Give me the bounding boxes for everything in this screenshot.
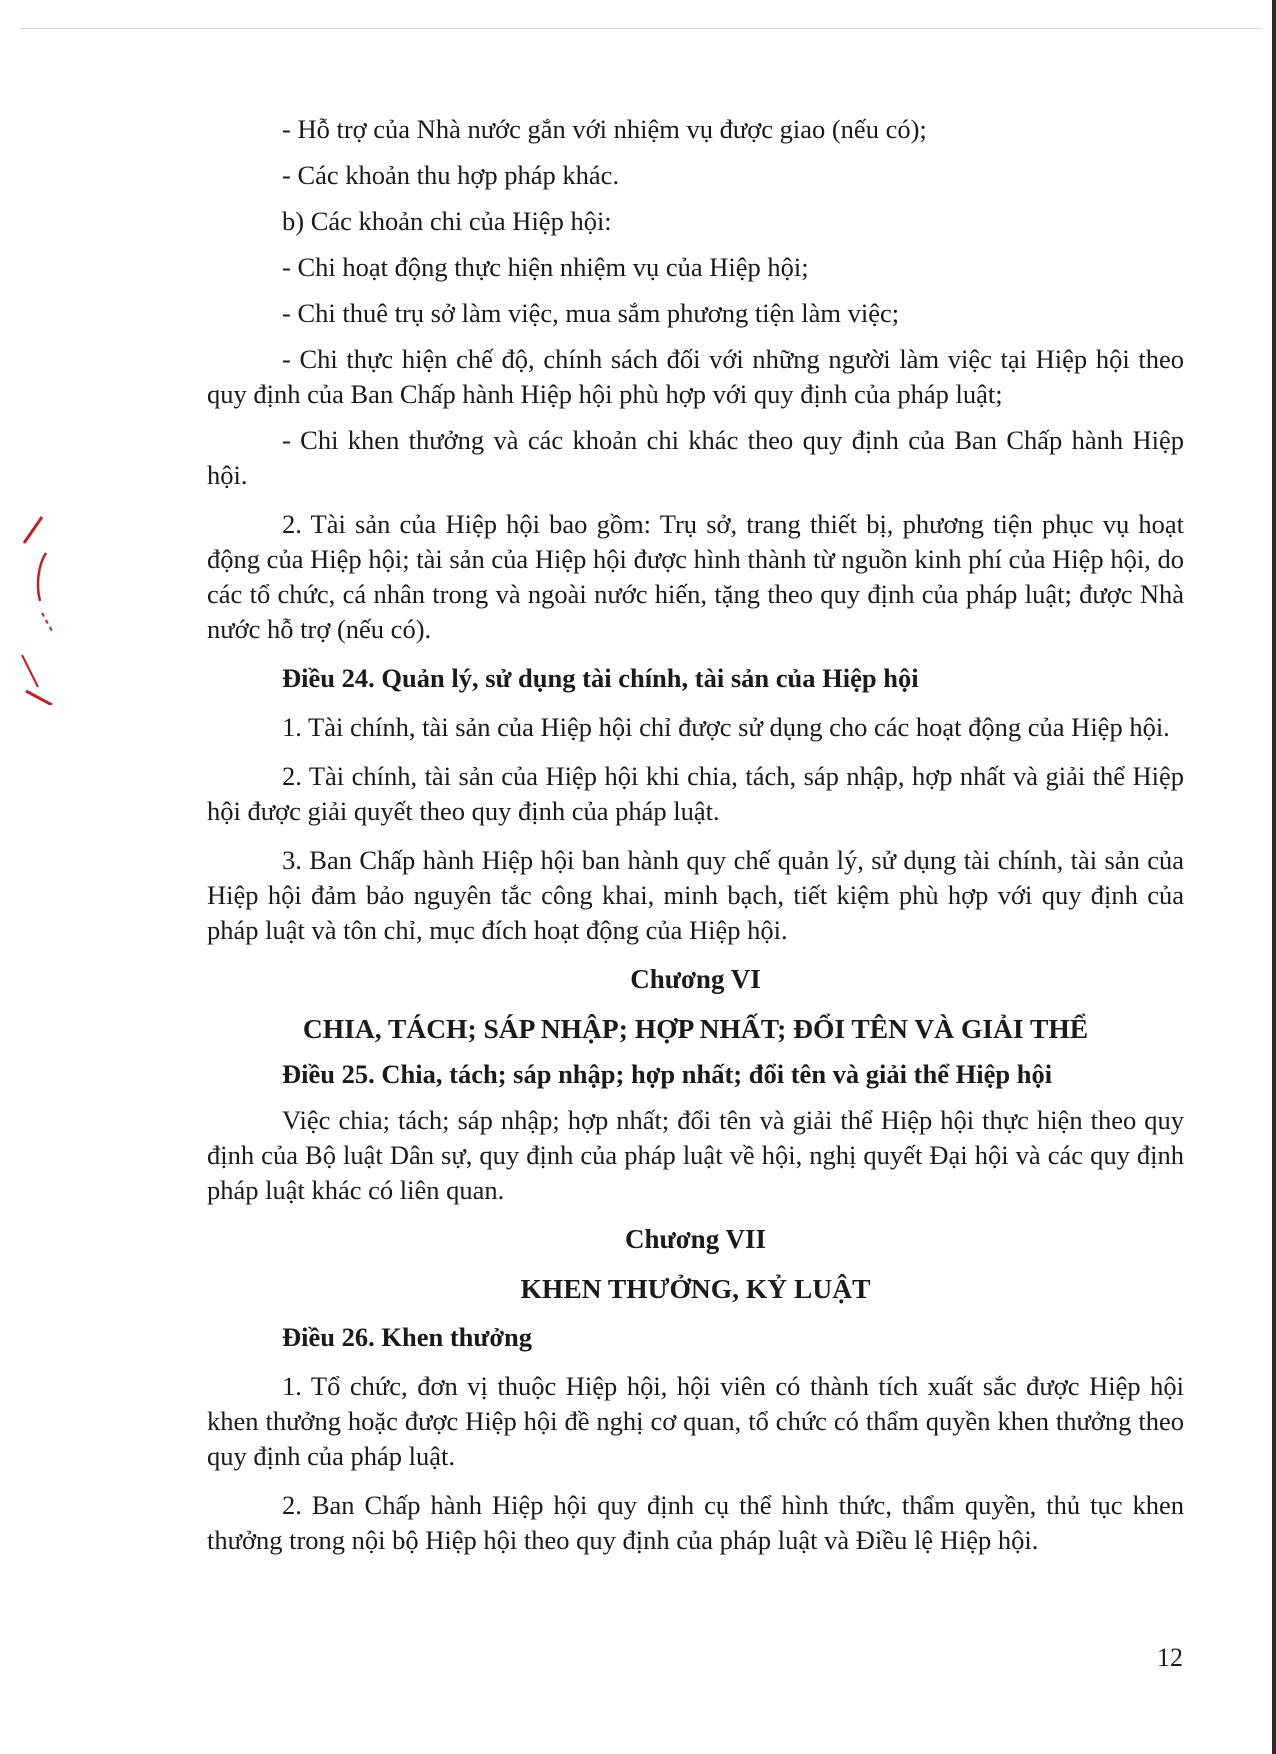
chapter-6-label: Chương VI bbox=[630, 964, 761, 994]
expense-item-rewards: - Chi khen thưởng và các khoản chi khác theo quy định của Ban Chấp hành Hiệp hội. bbox=[207, 425, 1184, 490]
article-24-clause-2: 2. Tài chính, tài sản của Hiệp hội khi chia, tách, sáp nhập, hợp nhất và giải thể Hiệp hội được giải quyết theo quy định của pháp luật. bbox=[207, 761, 1184, 826]
chapter-7-title: KHEN THƯỞNG, KỶ LUẬT bbox=[520, 1273, 871, 1304]
red-stamp-fragment bbox=[12, 505, 64, 705]
chapter-6-title: CHIA, TÁCH; SÁP NHẬP; HỢP NHẤT; ĐỔI TÊN VÀ GIẢI THỂ bbox=[302, 1013, 1089, 1044]
income-item-other: - Các khoản thu hợp pháp khác. bbox=[282, 160, 620, 190]
expense-item-staff: - Chi thực hiện chế độ, chính sách đối với những người làm việc tại Hiệp hội theo quy định của Ban Chấp hành Hiệp hội phù hợp với quy định của pháp luật; bbox=[207, 344, 1184, 409]
chapter-7-label: Chương VII bbox=[625, 1224, 766, 1254]
article-26-heading: Điều 26. Khen thưởng bbox=[282, 1322, 532, 1352]
page-number: 12 bbox=[1157, 1643, 1183, 1672]
article-25-heading: Điều 25. Chia, tách; sáp nhập; hợp nhất; đổi tên và giải thể Hiệp hội bbox=[282, 1059, 1053, 1089]
page-top-rule bbox=[20, 28, 1262, 29]
article-24-heading: Điều 24. Quản lý, sử dụng tài chính, tài sản của Hiệp hội bbox=[282, 663, 919, 693]
expense-item-rent: - Chi thuê trụ sở làm việc, mua sắm phương tiện làm việc; bbox=[282, 298, 900, 328]
article-24-clause-3: 3. Ban Chấp hành Hiệp hội ban hành quy chế quản lý, sử dụng tài chính, tài sản của Hiệp hội đảm bảo nguyên tắc công khai, minh bạch, tiết kiệm phù hợp với quy định của pháp luật và tôn chỉ, mục đích hoạt động của Hiệp hội. bbox=[207, 845, 1184, 945]
income-item-state-support: - Hỗ trợ của Nhà nước gắn với nhiệm vụ được giao (nếu có); bbox=[282, 114, 927, 144]
expense-item-activities: - Chi hoạt động thực hiện nhiệm vụ của Hiệp hội; bbox=[282, 252, 809, 282]
scan-edge bbox=[1272, 0, 1276, 1754]
article-25-body: Việc chia; tách; sáp nhập; hợp nhất; đổi tên và giải thể Hiệp hội thực hiện theo quy định của Bộ luật Dân sự, quy định của pháp luật về hội, nghị quyết Đại hội và các quy định pháp luật khác có liên quan. bbox=[207, 1105, 1184, 1205]
article-26-clause-1: 1. Tổ chức, đơn vị thuộc Hiệp hội, hội viên có thành tích xuất sắc được Hiệp hội khen thưởng hoặc được Hiệp hội đề nghị cơ quan, tổ chức có thẩm quyền khen thưởng theo quy định của pháp luật. bbox=[207, 1371, 1184, 1471]
article-24-clause-1: 1. Tài chính, tài sản của Hiệp hội chỉ được sử dụng cho các hoạt động của Hiệp hội. bbox=[282, 712, 1170, 742]
article-26-clause-2: 2. Ban Chấp hành Hiệp hội quy định cụ thể hình thức, thẩm quyền, thủ tục khen thưởng trong nội bộ Hiệp hội theo quy định của pháp luật và Điều lệ Hiệp hội. bbox=[207, 1490, 1184, 1555]
assets-paragraph: 2. Tài sản của Hiệp hội bao gồm: Trụ sở, trang thiết bị, phương tiện phục vụ hoạt động của Hiệp hội; tài sản của Hiệp hội được hình thành từ nguồn kinh phí của Hiệp hội, do các tổ chức, cá nhân trong và ngoài nước hiến, tặng theo quy định của pháp luật; được Nhà nước hỗ trợ (nếu có). bbox=[207, 509, 1184, 644]
document-body bbox=[207, 112, 1184, 1558]
expense-heading: b) Các khoản chi của Hiệp hội: bbox=[282, 206, 612, 236]
